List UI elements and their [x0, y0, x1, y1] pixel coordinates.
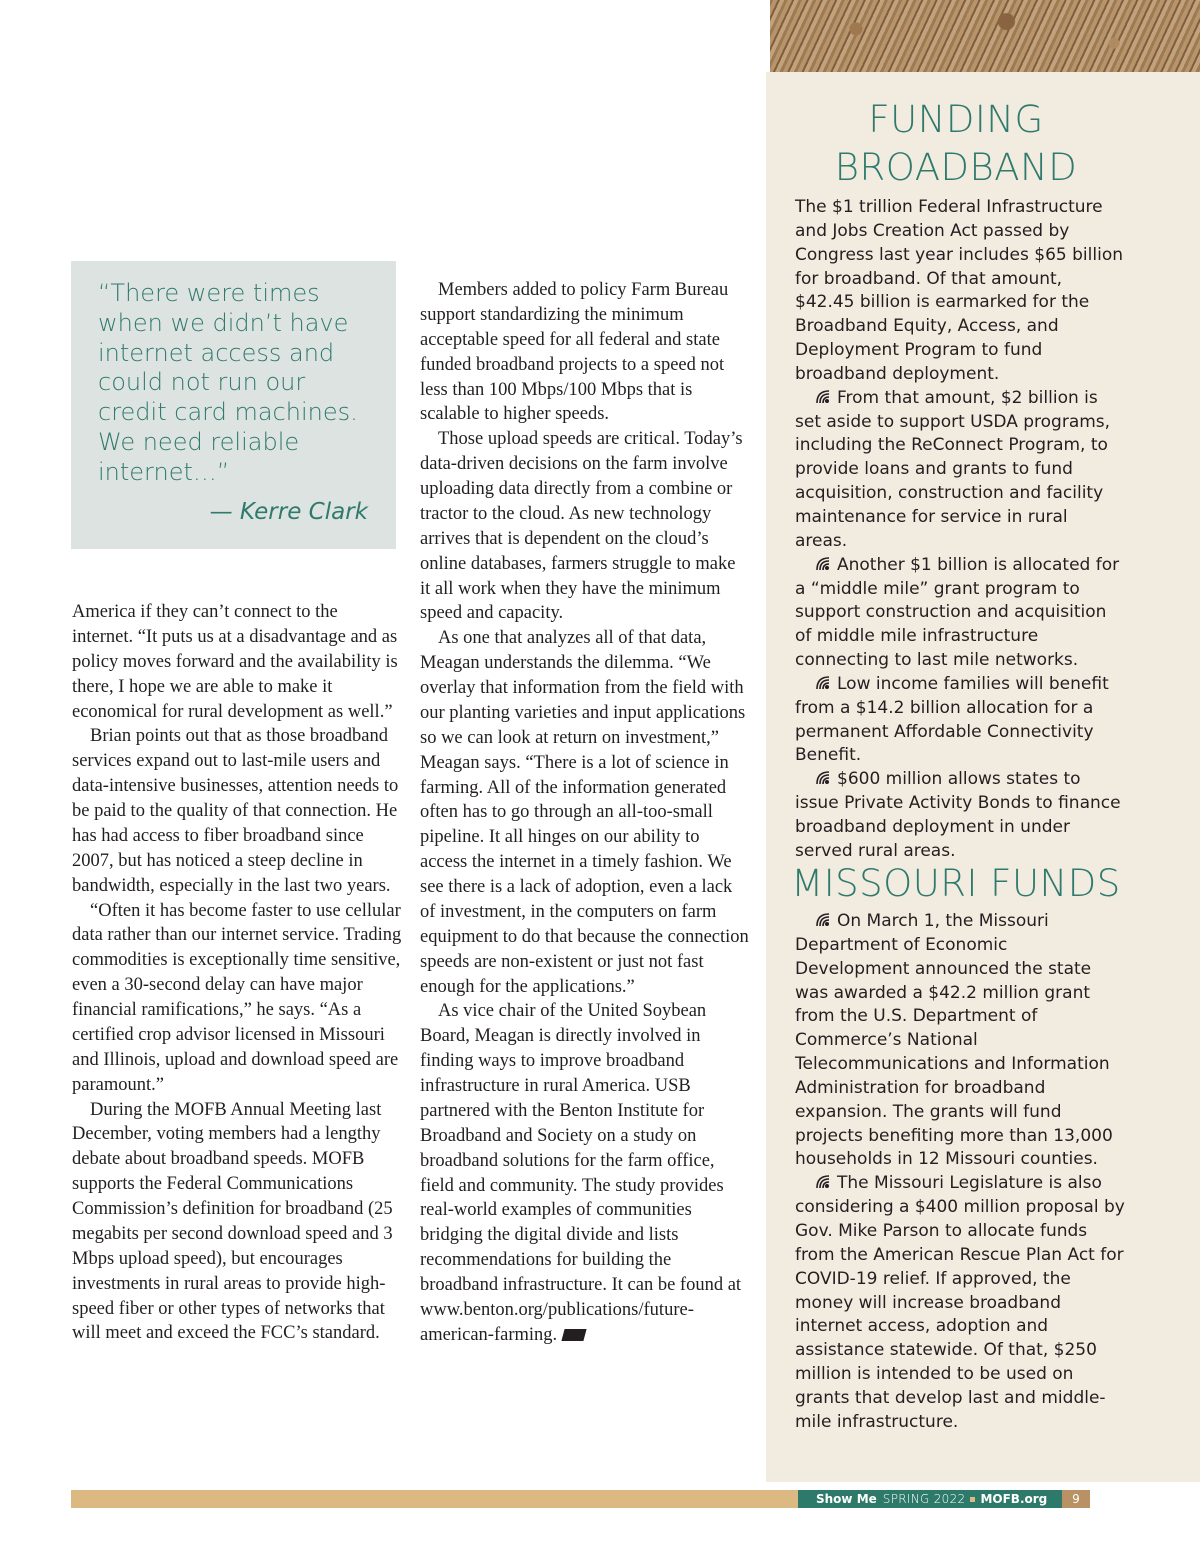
- paragraph: As vice chair of the United Soybean Board, Meagan is directly involved in finding ways to improve broadband infrastructure in rural America. USB partnered with the Benton Institute for Broadband and Society on a study on broadband solutions for the farm office, field and community. The study provides real-world examples of communities bridging the digital divide and lists recommendations for building the broadband infrastructure. It can be found at www.benton.org/publications/future-american-farming.: [420, 1001, 742, 1345]
- signal-icon: [815, 1174, 833, 1190]
- signal-icon: [815, 770, 833, 786]
- paragraph: “Often it has become faster to use cellular data rather than our internet service. Trading commodities is exceptionally time sensitive, even a 30-second delay can have major financial ramifications,” he says. “As a certified crop advisor licensed in Missouri and Illinois, upload and download speed are paramount.”: [72, 900, 402, 1095]
- funding-section: [795, 196, 1125, 864]
- footer-brand: Show Me: [816, 1492, 877, 1506]
- pull-quote-attribution: — Kerre Clark: [209, 499, 368, 525]
- header-photo: [770, 0, 1200, 72]
- article-column-2: [420, 278, 750, 1348]
- signal-icon: [815, 556, 833, 572]
- funding-item: Low income families will benefit from a $14.2 billion allocation for a permanent Affordable Connectivity Benefit.: [795, 673, 1109, 766]
- missouri-item: The Missouri Legislature is also considering a $400 million proposal by Gov. Mike Parson to allocate funds from the American Rescue Plan Act for COVID-19 relief. If approved, the money will increase broadband internet access, adoption and assistance statewide. Of that, $250 million is intended to be used on grants that develop last and middle-mile infrastructure.: [795, 1173, 1125, 1432]
- funding-item: Another $1 billion is allocated for a “middle mile” grant program to support construction and acquisition of middle mile infrastructure connecting to last mile networks.: [795, 554, 1120, 671]
- end-mark-icon: [562, 1329, 587, 1341]
- paragraph: Those upload speeds are critical. Today’s data-driven decisions on the farm involve uploading data directly from a combine or tractor to the cloud. As new technology arrives that is dependent on the cloud’s online databases, farmers struggle to make it all work when they have the minimum speed and capacity.: [420, 429, 743, 624]
- footer-site: MOFB.org: [980, 1492, 1048, 1506]
- footer-season: SPRING 2022: [882, 1492, 966, 1506]
- page-number: 9: [1062, 1490, 1090, 1508]
- article-column-1: [72, 600, 402, 1346]
- paragraph: Members added to policy Farm Bureau support standardizing the minimum acceptable speed for all federal and state funded broadband projects to a speed not less than 100 Mbps/100 Mbps that is scalable to higher speeds.: [420, 280, 729, 425]
- paragraph: During the MOFB Annual Meeting last December, voting members had a lengthy debate about broadband speeds. MOFB supports the Federal Communications Commission’s definition for broadband (25 megabits per second download speed and 3 Mbps upload speed), but encourages investments in rural areas to provide high-speed fiber or other types of networks that will meet and exceed the FCC’s standard.: [72, 1099, 393, 1344]
- funding-title-line1: FUNDING: [868, 98, 1044, 141]
- paragraph: Brian points out that as those broadband services expand out to last-mile users and data-intensive businesses, attention needs to be paid to the quality of that connection. He has had access to fiber broadband since 2007, but has noticed a steep decline in bandwidth, especially in the last two years.: [72, 726, 399, 896]
- funding-item: $600 million allows states to issue Private Activity Bonds to finance broadband deployment in under served rural areas.: [795, 769, 1121, 861]
- missouri-item: On March 1, the Missouri Department of Economic Development announced the state was awarded a $42.2 million grant from the U.S. Department of Commerce’s National Telecommunications and Information Administration for broadband expansion. The grants will fund projects benefiting more than 13,000 households in 12 Missouri counties.: [795, 911, 1113, 1170]
- paragraph: America if they can’t connect to the internet. “It puts us at a disadvantage and as policy moves forward and the availability is there, I hope we are able to make it economical for rural development as well.”: [72, 602, 398, 722]
- pull-quote-text: “There were times when we didn’t have internet access and could not run our credit card machines. We need reliable internet…”: [98, 279, 358, 486]
- funding-intro: The $1 trillion Federal Infrastructure and Jobs Creation Act passed by Congress last year includes $65 billion for broadband. Of that amount, $42.45 billion is earmarked for the Broadband Equity, Access, and Deployment Program to fund broadband deployment.: [795, 197, 1123, 384]
- paragraph: As one that analyzes all of that data, Meagan understands the dilemma. “We overlay that information from the field with our planting varieties and input applications so we can look at return on investment,” Meagan says. “There is a lot of science in farming. All of the information generated often has to go through an all-too-small pipeline. It all hinges on our ability to access the internet in a timely fashion. We see there is a lack of adoption, even a lack of investment, in the computers on farm equipment to do that because the connection speeds are non-existent or just not fast enough for the applications.”: [420, 628, 749, 997]
- missouri-section: [795, 910, 1125, 1435]
- signal-icon: [815, 912, 833, 928]
- signal-icon: [815, 675, 833, 691]
- footer-separator-icon: [970, 1497, 975, 1502]
- funding-title-line2: BROADBAND: [834, 146, 1078, 189]
- footer-label: [798, 1490, 1090, 1508]
- funding-item: From that amount, $2 billion is set aside to support USDA programs, including the ReConnect Program, to provide loans and grants to fund acquisition, construction and facility maintenance for service in rural areas.: [795, 387, 1111, 551]
- missouri-title: MISSOURI FUNDS: [791, 862, 1121, 905]
- signal-icon: [815, 389, 833, 405]
